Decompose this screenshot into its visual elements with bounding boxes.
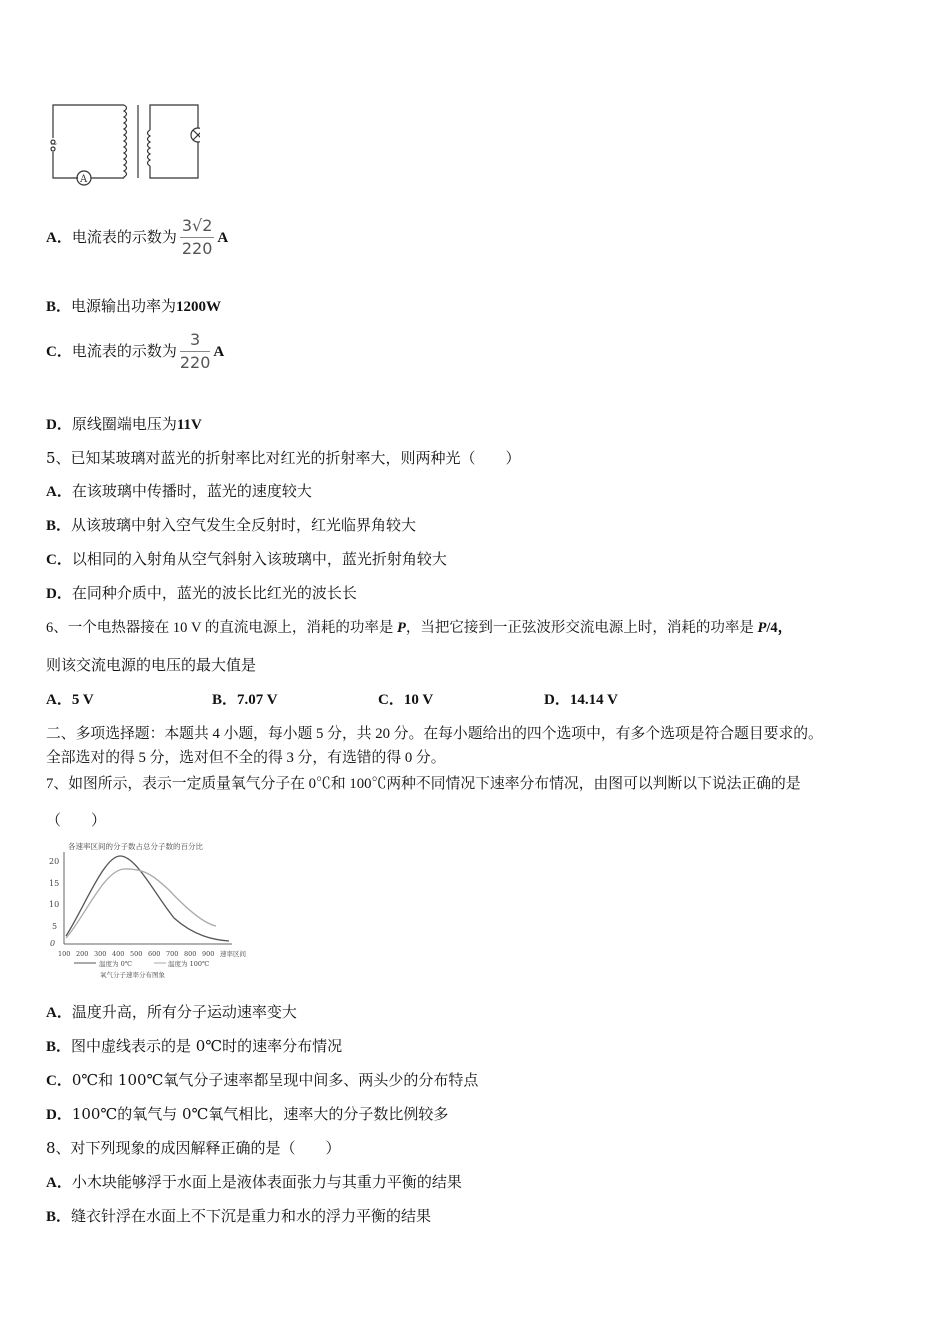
q7-option-a[interactable]: [46, 1002, 297, 1023]
power-symbol: P: [396, 620, 406, 636]
option-letter: B．: [46, 299, 72, 315]
q4-option-a[interactable]: [46, 216, 228, 260]
q6-option-a[interactable]: [46, 689, 212, 710]
stem-text: /4，: [766, 620, 793, 636]
transformer-circuit-figure: [44, 100, 200, 192]
option-text: 图中虚线表示的是 0℃时的速率分布情况: [71, 1037, 343, 1055]
x-tick: 500: [130, 950, 143, 958]
option-value: 10 V: [403, 692, 434, 708]
q6-option-b[interactable]: [212, 689, 378, 710]
svg-text:A: A: [80, 174, 88, 185]
circuit-diagram-icon: [44, 100, 200, 192]
legend-label: 温度为 100℃: [168, 960, 210, 968]
option-letter: A．: [46, 230, 72, 246]
option-letter: C．: [46, 552, 72, 568]
unit: A: [213, 344, 225, 360]
option-letter: C．: [46, 1073, 72, 1089]
option-letter: A．: [46, 692, 72, 708]
option-text: 缝衣针浮在水面上不下沉是重力和水的浮力平衡的结果: [71, 1207, 432, 1225]
option-value: 1200W: [176, 299, 222, 315]
q8-stem: 8、对下列现象的成因解释正确的是（ ）: [46, 1139, 341, 1157]
series-100c-curve: [66, 869, 216, 938]
option-value: 11V: [176, 417, 202, 433]
x-tick: 200: [76, 950, 89, 958]
x-axis-label: 速率区间: [220, 950, 246, 958]
option-text: 电流表的示数为: [71, 342, 177, 360]
option-letter: D．: [46, 417, 72, 433]
q7-option-d[interactable]: [46, 1104, 448, 1125]
q5-option-d[interactable]: [46, 583, 357, 604]
chart-svg: [44, 838, 258, 982]
q5-stem: 5、已知某玻璃对蓝光的折射率比对红光的折射率大，则两种光（ ）: [46, 449, 521, 467]
q4-option-d[interactable]: [46, 414, 202, 435]
y-tick: 5: [52, 922, 58, 931]
q5-option-c[interactable]: [46, 549, 447, 570]
q6-options: [46, 689, 618, 710]
q7-blank: （ ）: [46, 811, 107, 829]
q7-option-b[interactable]: [46, 1036, 342, 1057]
q6-option-c[interactable]: [378, 689, 544, 710]
option-text: 100℃的氧气与 0℃氧气相比，速率大的分子数比例较多: [71, 1105, 449, 1123]
stem-text: ，当把它接到一正弦波形交流电源上时，消耗的功率是: [405, 620, 758, 636]
legend-label: 温度为 0℃: [99, 960, 132, 968]
option-value: 7.07 V: [237, 692, 278, 708]
q8-option-b[interactable]: [46, 1206, 431, 1227]
chart-title: 各速率区间的分子数占总分子数的百分比: [68, 842, 203, 851]
section2-heading-line2: 全部选对的得 5 分，选对但不全的得 3 分，有选错的得 0 分。: [46, 750, 446, 766]
option-letter: B．: [212, 692, 238, 708]
unit: A: [217, 230, 229, 246]
y-tick: 10: [49, 900, 60, 909]
option-text: 小木块能够浮于水面上是液体表面张力与其重力平衡的结果: [71, 1173, 462, 1191]
x-tick: 100: [58, 950, 71, 958]
option-letter: D．: [46, 586, 72, 602]
q6-stem-line2: 则该交流电源的电压的最大值是: [46, 658, 257, 674]
option-letter: A．: [46, 1005, 72, 1021]
x-tick: 300: [94, 950, 107, 958]
x-tick: 400: [112, 950, 125, 958]
option-letter: A．: [46, 484, 72, 500]
q4-option-c[interactable]: [46, 330, 224, 374]
q5-option-b[interactable]: [46, 515, 416, 536]
q6-option-d[interactable]: [544, 689, 618, 710]
option-text: 在该玻璃中传播时，蓝光的速度较大: [71, 482, 312, 500]
svg-text:~: ~: [50, 140, 58, 150]
section2-heading-line1: 二、多项选择题：本题共 4 小题，每小题 5 分，共 20 分。在每小题给出的四个选项中，有多个选项是符合题目要求的。: [46, 726, 823, 742]
option-text: 以相同的入射角从空气斜射入该玻璃中，蓝光折射角较大: [71, 550, 447, 568]
fraction: $\frac{3}{220}$: [179, 330, 211, 372]
option-value: 14.14 V: [569, 692, 618, 708]
power-symbol: P: [757, 620, 767, 636]
fraction: $\frac{3√2}{220}$: [181, 216, 213, 258]
option-letter: A．: [46, 1175, 72, 1191]
option-letter: D．: [46, 1107, 72, 1123]
y-tick: 15: [49, 879, 60, 888]
q5-option-a[interactable]: [46, 481, 312, 502]
stem-text: 6、一个电热器接在 10 V 的直流电源上，消耗的功率是: [46, 620, 397, 636]
series-0c-curve: [66, 856, 229, 941]
option-letter: C．: [378, 692, 404, 708]
chart-caption: 氧气分子速率分布图象: [100, 971, 165, 979]
q4-option-b[interactable]: [46, 296, 221, 317]
option-text: 温度升高，所有分子运动速率变大: [71, 1003, 297, 1021]
y-tick: 0: [50, 939, 56, 948]
q6-stem-line1: [46, 618, 792, 638]
option-text: 电源输出功率为: [71, 297, 177, 315]
x-tick: 700: [166, 950, 179, 958]
option-letter: B．: [46, 1039, 72, 1055]
option-text: 原线圈端电压为: [71, 415, 177, 433]
option-text: 0℃和 100℃氧气分子速率都呈现中间多、两头少的分布特点: [71, 1071, 479, 1089]
speed-distribution-chart: [44, 838, 258, 982]
option-text: 电流表的示数为: [71, 228, 177, 246]
option-text: 在同种介质中，蓝光的波长比红光的波长长: [71, 584, 357, 602]
q8-option-a[interactable]: [46, 1172, 462, 1193]
q7-option-c[interactable]: [46, 1070, 478, 1091]
y-tick: 20: [49, 857, 60, 866]
x-tick: 800: [184, 950, 197, 958]
option-letter: B．: [46, 1209, 72, 1225]
option-letter: D．: [544, 692, 570, 708]
x-tick: 900: [202, 950, 215, 958]
option-text: 从该玻璃中射入空气发生全反射时，红光临界角较大: [71, 516, 417, 534]
option-value: 5 V: [71, 692, 94, 708]
q7-stem: 7、如图所示，表示一定质量氧气分子在 0℃和 100℃两种不同情况下速率分布情况，由图可以判断以下说法正确的是: [46, 776, 801, 792]
x-tick: 600: [148, 950, 161, 958]
option-letter: B．: [46, 518, 72, 534]
option-letter: C．: [46, 344, 72, 360]
